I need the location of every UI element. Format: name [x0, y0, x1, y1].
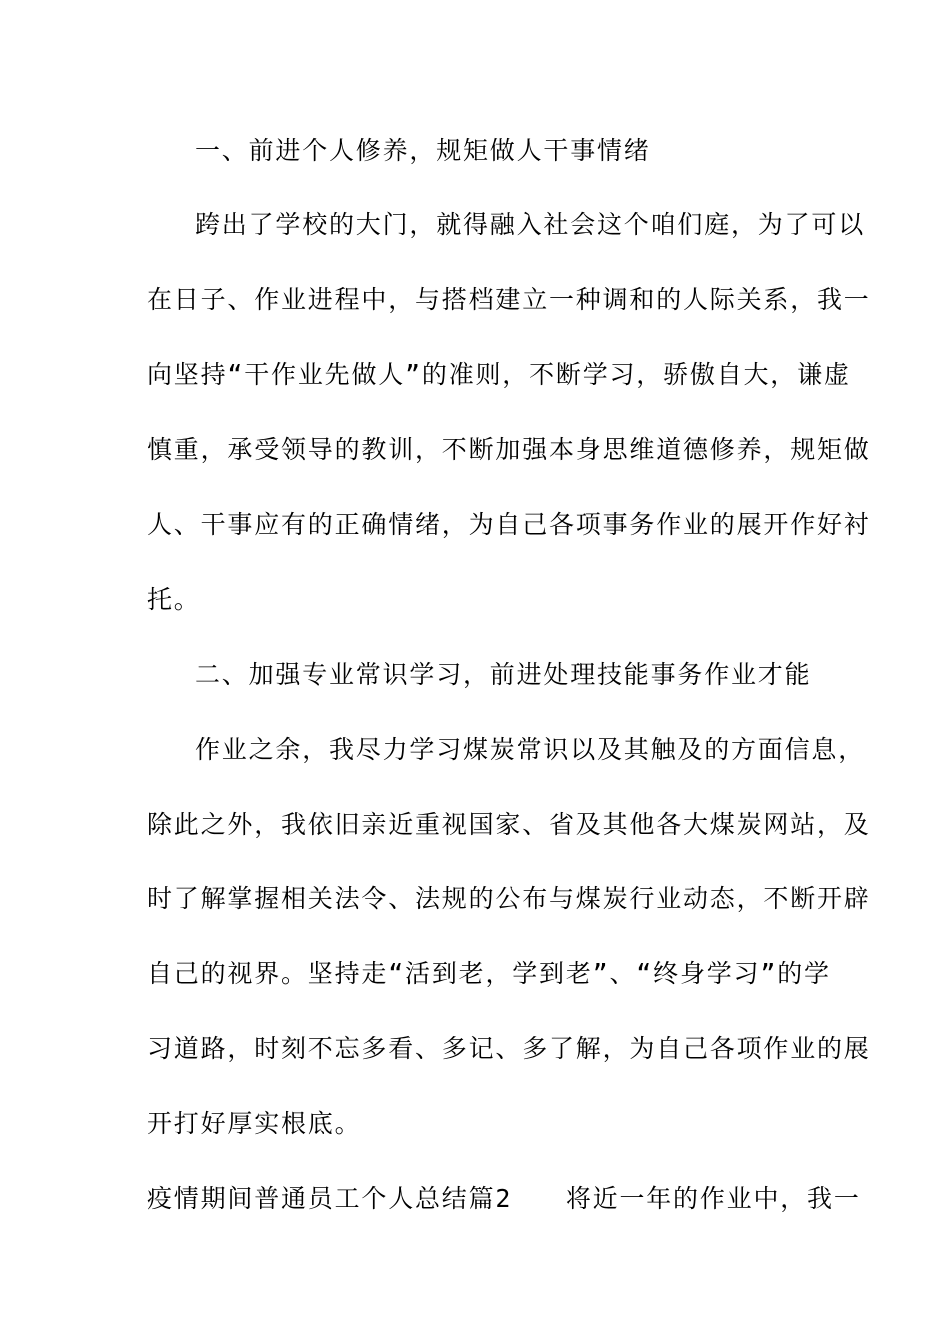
paragraph-line: 慎重，承受领导的教训，不断加强本身思维道德修养，规矩做: [147, 435, 871, 464]
paragraph-line: 习道路，时刻不忘多看、多记、多了解，为自己各项作业的展: [147, 1034, 871, 1063]
paragraph-line: 自己的视界。坚持走“活到老，学到老”、“终身学习”的学: [147, 959, 831, 988]
paragraph-line: 跨出了学校的大门，就得融入社会这个咱们庭，为了可以: [195, 210, 866, 239]
paragraph-line: 在日子、作业进程中，与搭档建立一种调和的人际关系，我一: [147, 285, 871, 314]
paragraph-line: 托。: [147, 585, 201, 614]
section-heading-1: 一、前进个人修养，规矩做人干事情绪: [195, 136, 651, 165]
paragraph-line: 作业之余，我尽力学习煤炭常识以及其触及的方面信息，: [195, 735, 866, 764]
article-title-line: 疫情期间普通员工个人总结篇2 将近一年的作业中，我一: [147, 1184, 861, 1213]
section-heading-2: 二、加强专业常识学习，前进处理技能事务作业才能: [195, 660, 812, 689]
paragraph-line: 人、干事应有的正确情绪，为自己各项事务作业的展开作好衬: [147, 510, 871, 539]
paragraph-line: 开打好厚实根底。: [147, 1109, 362, 1138]
paragraph-line: 时了解掌握相关法令、法规的公布与煤炭行业动态，不断开辟: [147, 884, 871, 913]
paragraph-line: 向坚持“干作业先做人”的准则，不断学习，骄傲自大，谦虚: [147, 360, 851, 389]
paragraph-line: 除此之外，我依旧亲近重视国家、省及其他各大煤炭网站，及: [147, 810, 871, 839]
